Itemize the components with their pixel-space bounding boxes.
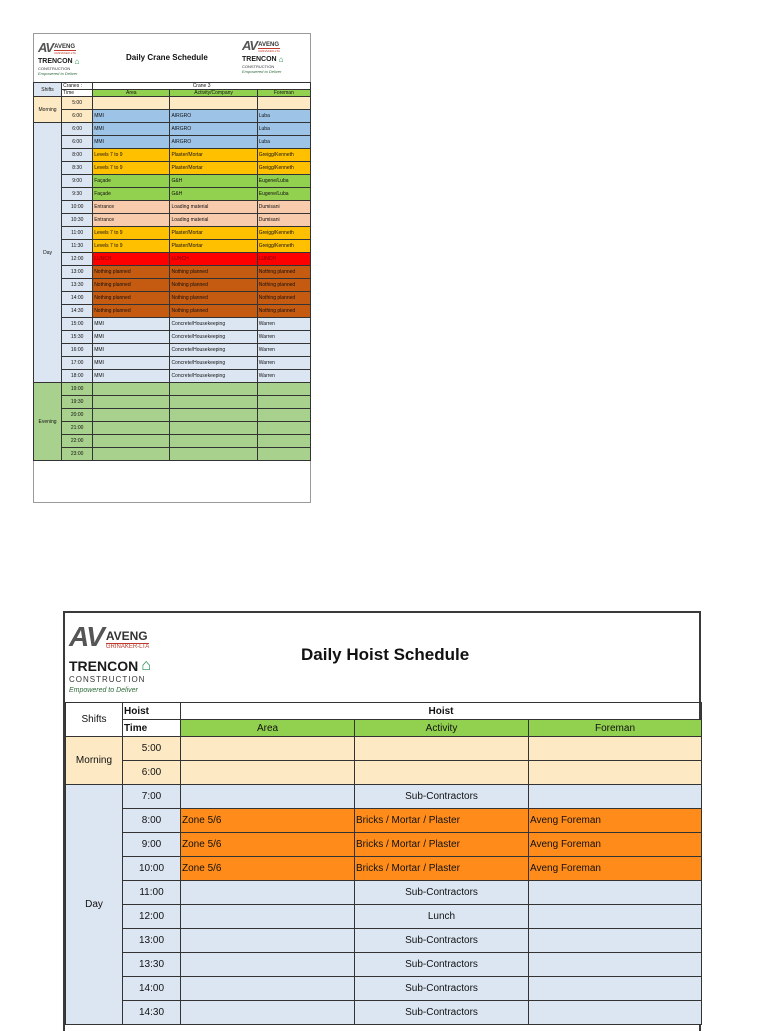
foreman-cell: Greigg/Kenneth [257, 227, 310, 240]
activity-cell: Loading material [170, 214, 257, 227]
crane-group-header: Crane 3 [93, 83, 311, 90]
table-row [66, 953, 702, 977]
time-cell: 21:00 [62, 422, 93, 435]
activity-cell [170, 422, 257, 435]
av-logo-mark: AV [38, 40, 54, 55]
time-cell: 12:00 [62, 253, 93, 266]
area-header: Area [93, 90, 170, 97]
time-cell: 19:30 [62, 396, 93, 409]
area-cell: Levels 7 to 9 [93, 240, 170, 253]
table-row [34, 409, 311, 422]
table-row [34, 201, 311, 214]
foreman-cell [257, 409, 310, 422]
time-cell: 9:00 [123, 833, 181, 857]
table-row [66, 857, 702, 881]
activity-cell [170, 383, 257, 396]
time-cell: 5:00 [123, 737, 181, 761]
aveng-sub-wordmark: GRINAKER-LTA [54, 51, 76, 55]
time-cell: 19:00 [62, 383, 93, 396]
aveng-wordmark: AVENG [105, 629, 148, 643]
foreman-cell: Greigg/Kenneth [257, 240, 310, 253]
foreman-cell [257, 422, 310, 435]
area-cell: Façade [93, 188, 170, 201]
activity-cell: Concrete/Housekeeping [170, 370, 257, 383]
table-row [34, 448, 311, 461]
construction-wordmark: CONSTRUCTION [242, 64, 275, 69]
time-cell: 20:00 [62, 409, 93, 422]
time-cell: 15:30 [62, 331, 93, 344]
time-cell: 9:00 [62, 175, 93, 188]
time-cell: 22:00 [62, 435, 93, 448]
foreman-cell: Warren [257, 344, 310, 357]
shift-morning: Morning [66, 737, 123, 785]
foreman-cell: Warren [257, 331, 310, 344]
time-cell: 23:00 [62, 448, 93, 461]
av-logo-mark: AV [242, 38, 258, 53]
activity-cell [170, 409, 257, 422]
construction-wordmark: CONSTRUCTION [69, 675, 146, 684]
shift-evening: Evening [34, 383, 62, 461]
table-row [34, 422, 311, 435]
activity-cell: Concrete/Housekeeping [170, 331, 257, 344]
aveng-trencon-logo [69, 621, 209, 694]
foreman-cell [257, 97, 310, 110]
area-cell: MMI [93, 370, 170, 383]
table-row [34, 136, 311, 149]
area-cell: MMI [93, 318, 170, 331]
foreman-cell: Aveng Foreman [529, 809, 702, 833]
activity-cell: Nothing planned [170, 279, 257, 292]
table-row [66, 929, 702, 953]
shift-day: Day [66, 785, 123, 1025]
activity-cell: AIRGRO [170, 136, 257, 149]
table-row [66, 905, 702, 929]
foreman-cell: Aveng Foreman [529, 833, 702, 857]
tagline: Empowered to Deliver [38, 71, 78, 76]
activity-cell: Sub-Contractors [355, 953, 529, 977]
foreman-header: Foreman [529, 720, 702, 737]
foreman-cell: Eugene/Luba [257, 175, 310, 188]
table-row [34, 240, 311, 253]
table-row [34, 292, 311, 305]
time-cell: 7:00 [123, 785, 181, 809]
time-cell: 10:00 [62, 201, 93, 214]
foreman-cell [529, 761, 702, 785]
foreman-cell: Nothing planned [257, 292, 310, 305]
time-cell: 6:00 [62, 136, 93, 149]
trencon-wordmark: TRENCON [38, 58, 73, 65]
area-cell [181, 785, 355, 809]
foreman-cell [529, 953, 702, 977]
activity-cell: Concrete/Housekeeping [170, 357, 257, 370]
area-cell: Levels 7 to 9 [93, 149, 170, 162]
foreman-cell [529, 929, 702, 953]
area-cell [181, 977, 355, 1001]
blank-footer [34, 461, 311, 496]
area-cell [93, 409, 170, 422]
table-row [66, 737, 702, 761]
time-cell: 10:30 [62, 214, 93, 227]
area-cell [93, 422, 170, 435]
foreman-cell [257, 383, 310, 396]
area-cell [181, 1001, 355, 1025]
area-cell [181, 929, 355, 953]
crane-schedule-sheet [33, 33, 311, 503]
activity-cell: Loading material [170, 201, 257, 214]
foreman-cell [529, 785, 702, 809]
time-cell: 13:00 [123, 929, 181, 953]
activity-cell [170, 435, 257, 448]
activity-cell: Lunch [355, 905, 529, 929]
area-cell [181, 881, 355, 905]
activity-cell: Nothing planned [170, 266, 257, 279]
foreman-cell [257, 396, 310, 409]
table-row [34, 318, 311, 331]
activity-cell: G&H [170, 175, 257, 188]
table-row [34, 383, 311, 396]
activity-cell: LUNCH [170, 253, 257, 266]
area-header: Area [181, 720, 355, 737]
activity-cell: Concrete/Housekeeping [170, 344, 257, 357]
activity-cell: Sub-Contractors [355, 785, 529, 809]
aveng-wordmark: AVENG [258, 42, 280, 48]
table-row [34, 370, 311, 383]
area-cell: Zone 5/6 [181, 857, 355, 881]
time-cell: 13:30 [123, 953, 181, 977]
table-row [34, 357, 311, 370]
activity-cell: Nothing planned [170, 305, 257, 318]
table-row [66, 833, 702, 857]
shift-day: Day [34, 123, 62, 383]
area-cell [181, 737, 355, 761]
foreman-cell: Nothing planned [257, 266, 310, 279]
tagline: Empowered to Deliver [242, 69, 282, 74]
foreman-cell: Dumisani [257, 201, 310, 214]
table-row [34, 279, 311, 292]
hoist-schedule-sheet [63, 611, 701, 1031]
area-cell: MMI [93, 110, 170, 123]
foreman-cell: Nothing planned [257, 305, 310, 318]
table-row [34, 162, 311, 175]
table-row [66, 881, 702, 905]
table-row [66, 1001, 702, 1025]
area-cell: Levels 7 to 9 [93, 162, 170, 175]
table-row [34, 175, 311, 188]
foreman-cell: Luba [257, 123, 310, 136]
aveng-sub-wordmark: GRINAKER-LTA [105, 644, 150, 650]
activity-cell: G&H [170, 188, 257, 201]
time-cell: 18:00 [62, 370, 93, 383]
time-cell: 14:30 [123, 1001, 181, 1025]
hoist-label: Hoist [123, 703, 181, 720]
time-cell: 17:00 [62, 357, 93, 370]
area-cell: Zone 5/6 [181, 809, 355, 833]
time-cell: 14:30 [62, 305, 93, 318]
activity-cell: Concrete/Housekeeping [170, 318, 257, 331]
time-cell: 8:00 [123, 809, 181, 833]
shift-morning: Morning [34, 97, 62, 123]
activity-cell: Sub-Contractors [355, 929, 529, 953]
activity-cell: Bricks / Mortar / Plaster [355, 833, 529, 857]
table-row [34, 305, 311, 318]
area-cell: MMI [93, 136, 170, 149]
table-row [66, 761, 702, 785]
activity-cell [170, 448, 257, 461]
table-row [66, 809, 702, 833]
area-cell: Levels 7 to 9 [93, 227, 170, 240]
activity-cell: Plaster/Mortar [170, 149, 257, 162]
foreman-cell [529, 905, 702, 929]
time-cell: 13:00 [62, 266, 93, 279]
activity-cell [355, 737, 529, 761]
time-cell: 11:30 [62, 240, 93, 253]
activity-cell: Sub-Contractors [355, 881, 529, 905]
area-cell [181, 905, 355, 929]
foreman-cell: Nothing planned [257, 279, 310, 292]
hoist-title: Daily Hoist Schedule [301, 645, 470, 664]
area-cell [181, 953, 355, 977]
crane-title: Daily Crane Schedule [126, 53, 208, 62]
time-header: Time [123, 720, 181, 737]
table-row [34, 110, 311, 123]
time-cell: 5:00 [62, 97, 93, 110]
table-row [34, 344, 311, 357]
table-row [34, 331, 311, 344]
trencon-wordmark: TRENCON [242, 56, 277, 63]
activity-header: Activity [355, 720, 529, 737]
table-row [34, 188, 311, 201]
area-cell: MMI [93, 344, 170, 357]
foreman-cell: Dumisani [257, 214, 310, 227]
foreman-cell: Warren [257, 357, 310, 370]
time-header: Time [62, 90, 93, 97]
aveng-trencon-logo-right [242, 38, 308, 74]
area-cell [93, 383, 170, 396]
foreman-cell: Aveng Foreman [529, 857, 702, 881]
foreman-cell: LUNCH [257, 253, 310, 266]
area-cell [181, 761, 355, 785]
trencon-wordmark: TRENCON [69, 658, 139, 674]
construction-wordmark: CONSTRUCTION [38, 66, 71, 71]
time-cell: 12:00 [123, 905, 181, 929]
aveng-trencon-logo-left [38, 40, 108, 76]
time-cell: 11:00 [123, 881, 181, 905]
table-row [34, 149, 311, 162]
foreman-cell [529, 737, 702, 761]
table-row [34, 123, 311, 136]
activity-cell: AIRGRO [170, 123, 257, 136]
time-cell: 14:00 [62, 292, 93, 305]
time-cell: 6:00 [62, 110, 93, 123]
foreman-header: Foreman [257, 90, 310, 97]
table-row [34, 253, 311, 266]
foreman-cell: Greigg/Kenneth [257, 149, 310, 162]
area-cell: LUNCH [93, 253, 170, 266]
time-cell: 9:30 [62, 188, 93, 201]
time-cell: 15:00 [62, 318, 93, 331]
activity-cell: Bricks / Mortar / Plaster [355, 857, 529, 881]
time-cell: 10:00 [123, 857, 181, 881]
foreman-cell [257, 435, 310, 448]
area-cell: MMI [93, 357, 170, 370]
area-cell: Nothing planned [93, 266, 170, 279]
table-row [34, 266, 311, 279]
activity-cell: Bricks / Mortar / Plaster [355, 809, 529, 833]
time-cell: 14:00 [123, 977, 181, 1001]
foreman-cell [529, 977, 702, 1001]
area-cell: Nothing planned [93, 279, 170, 292]
tagline: Empowered to Deliver [69, 687, 138, 694]
foreman-cell: Warren [257, 370, 310, 383]
hoist-schedule-table [65, 702, 702, 1025]
area-cell: Nothing planned [93, 305, 170, 318]
activity-cell: Sub-Contractors [355, 977, 529, 1001]
table-row [34, 435, 311, 448]
time-cell: 11:00 [62, 227, 93, 240]
table-row [66, 977, 702, 1001]
table-row [34, 227, 311, 240]
activity-cell: AIRGRO [170, 110, 257, 123]
foreman-cell: Eugene/Luba [257, 188, 310, 201]
time-cell: 8:00 [62, 149, 93, 162]
av-logo-mark: AV [69, 621, 104, 652]
activity-cell [170, 396, 257, 409]
area-cell: MMI [93, 331, 170, 344]
activity-cell: Sub-Contractors [355, 1001, 529, 1025]
area-cell [93, 97, 170, 110]
foreman-cell [529, 881, 702, 905]
time-cell: 13:30 [62, 279, 93, 292]
area-cell: Entrance [93, 214, 170, 227]
foreman-cell: Warren [257, 318, 310, 331]
area-cell [93, 448, 170, 461]
area-cell: Nothing planned [93, 292, 170, 305]
table-row [66, 785, 702, 809]
activity-cell: Plaster/Mortar [170, 240, 257, 253]
trencon-arrow-icon: ⌂ [74, 57, 80, 66]
table-row [34, 97, 311, 110]
trencon-arrow-icon: ⌂ [141, 657, 151, 674]
activity-cell: Plaster/Mortar [170, 162, 257, 175]
foreman-cell: Luba [257, 110, 310, 123]
foreman-cell [529, 1001, 702, 1025]
activity-cell: Plaster/Mortar [170, 227, 257, 240]
trencon-arrow-icon: ⌂ [278, 55, 284, 64]
table-row [34, 396, 311, 409]
time-cell: 8:30 [62, 162, 93, 175]
shifts-header: Shifts [34, 83, 62, 97]
crane-schedule-table [33, 82, 311, 495]
foreman-cell [257, 448, 310, 461]
area-cell: MMI [93, 123, 170, 136]
hoist-group-header: Hoist [181, 703, 702, 720]
area-cell [93, 396, 170, 409]
activity-cell [355, 761, 529, 785]
time-cell: 6:00 [62, 123, 93, 136]
foreman-cell: Greigg/Kenneth [257, 162, 310, 175]
time-cell: 6:00 [123, 761, 181, 785]
area-cell [93, 435, 170, 448]
time-cell: 16:00 [62, 344, 93, 357]
aveng-wordmark: AVENG [54, 44, 76, 50]
aveng-sub-wordmark: GRINAKER-LTA [258, 49, 280, 53]
activity-cell: Nothing planned [170, 292, 257, 305]
area-cell: Façade [93, 175, 170, 188]
shifts-header: Shifts [66, 703, 123, 737]
table-row [34, 214, 311, 227]
activity-header: Activity/Company [170, 90, 257, 97]
foreman-cell: Luba [257, 136, 310, 149]
cranes-label: Cranes : [62, 83, 93, 90]
activity-cell [170, 97, 257, 110]
area-cell: Entrance [93, 201, 170, 214]
area-cell: Zone 5/6 [181, 833, 355, 857]
